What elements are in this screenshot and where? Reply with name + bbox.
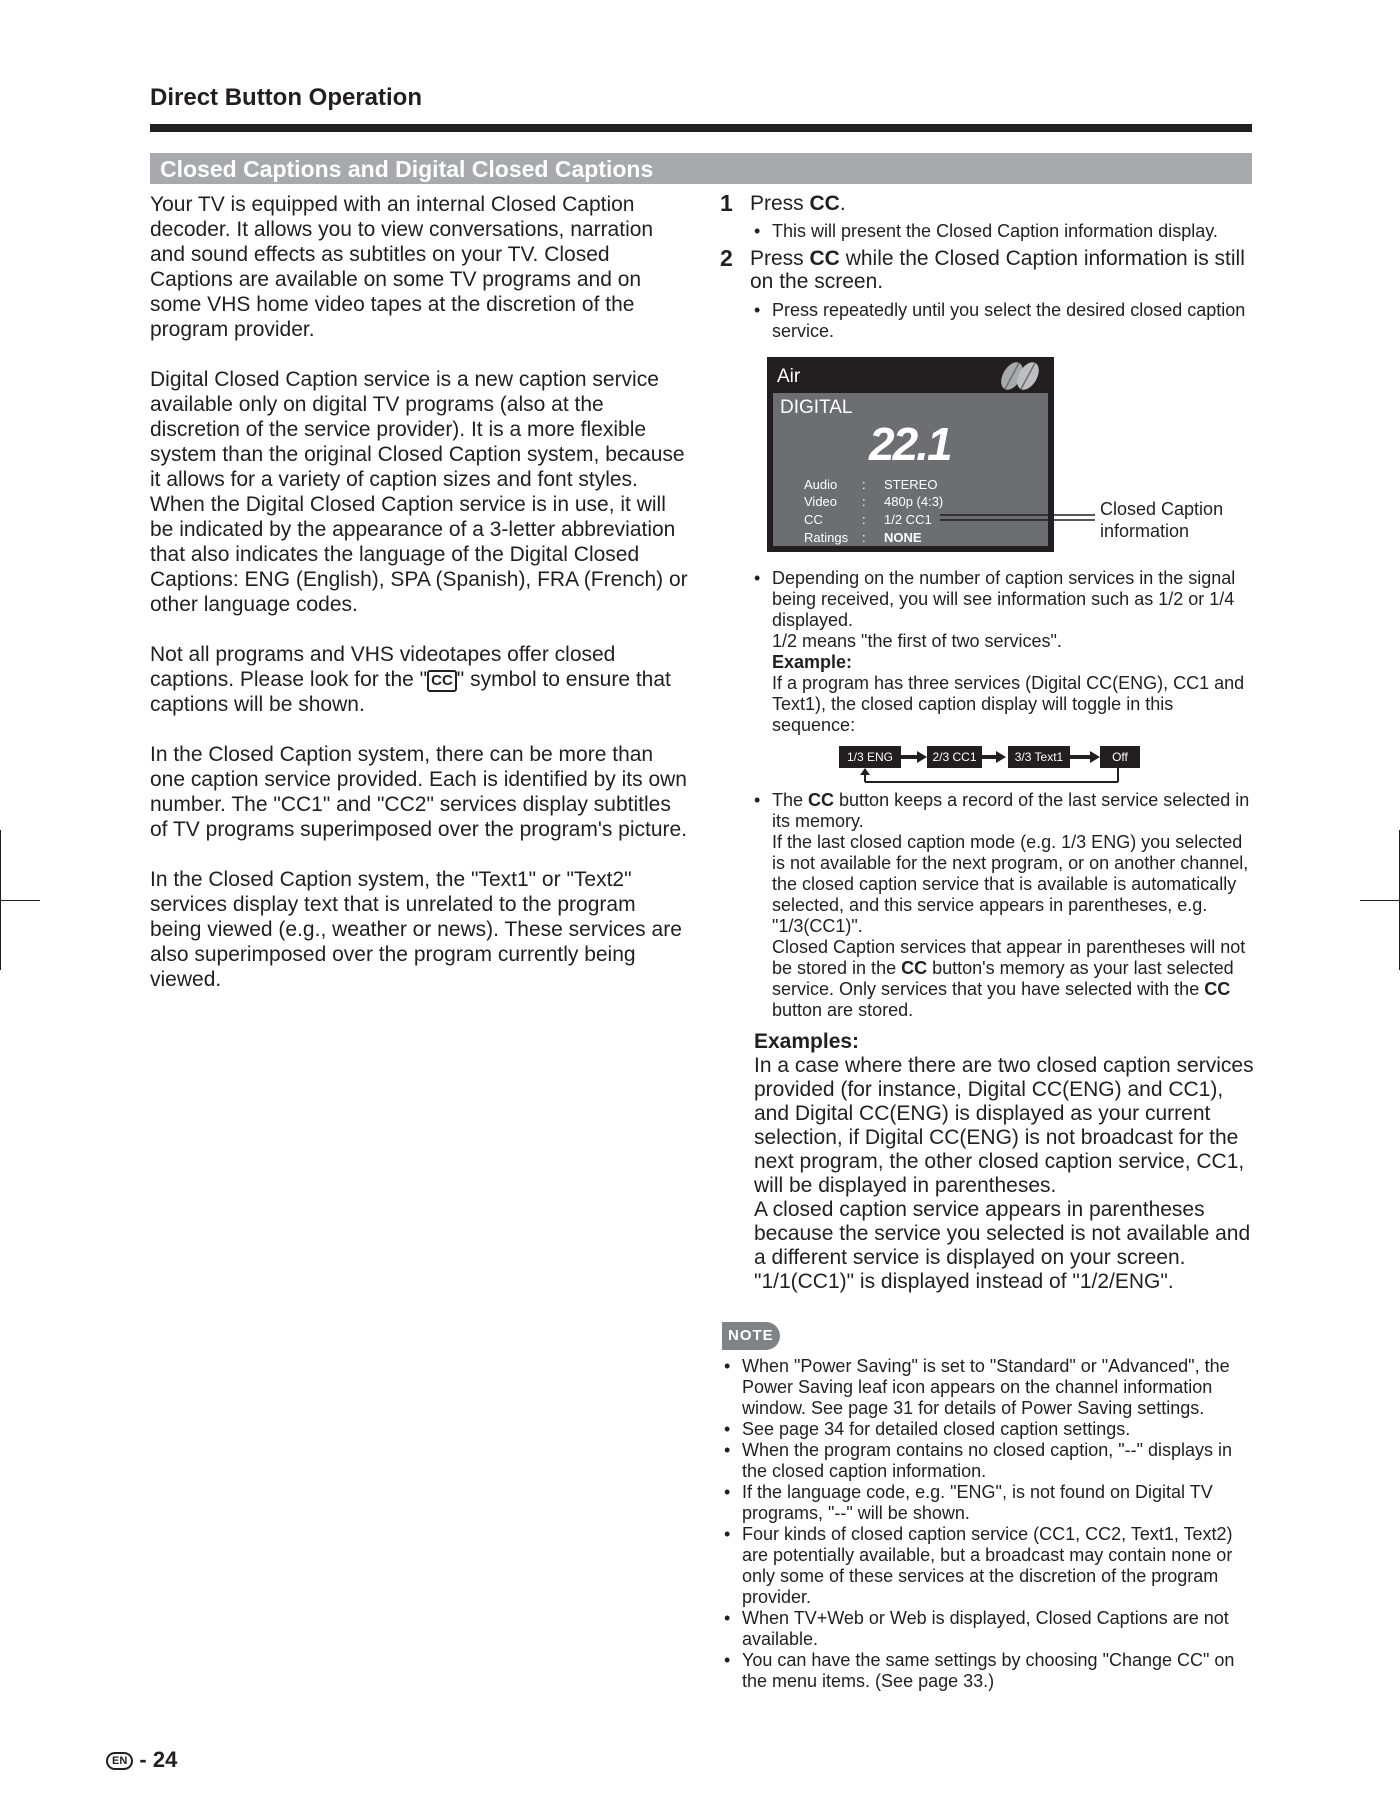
note-item: • You can have the same settings by choosing "Change CC" on the menu items. (See page 33.) <box>720 1650 1260 1692</box>
language-badge-icon: EN <box>106 1752 133 1770</box>
symbol-text-after: " symbol to ensure that captions will be shown. <box>150 668 671 716</box>
note-item: • If the language code, e.g. "ENG", is not found on Digital TV programs, "--" will be shown. <box>720 1482 1260 1524</box>
sequence-item-4: Off <box>1100 746 1140 768</box>
cc-button-label: CC <box>1204 979 1231 999</box>
info-label: Video <box>804 494 838 509</box>
sequence-arrow-icon <box>917 751 927 763</box>
section-title: Closed Captions and Digital Closed Captions <box>160 156 654 182</box>
paragraph-text-services: In the Closed Caption system, the "Text1" or "Text2" services display text that is unrelated to the program being viewed (e.g., weather or news). These services are also superimposed over the program currently being viewed. <box>150 868 682 991</box>
registration-mark-right <box>1360 900 1400 901</box>
registration-mark-left-v <box>0 830 1 970</box>
cc-memory-line3-c: button are stored. <box>772 1000 914 1020</box>
cc-button-label: CC <box>808 790 835 810</box>
meaning-text: 1/2 means "the first of two services". <box>772 631 1062 651</box>
info-label: CC <box>804 512 823 527</box>
sequence-item-1: 1/3 ENG <box>839 746 901 768</box>
steps <box>720 192 1260 342</box>
symbol-text-before: Not all programs and VHS videotapes offer closed captions. Please look for the " <box>150 643 616 691</box>
depending-bullet: • Depending on the number of caption services in the signal being received, you will see information such as 1/2 or 1/4 displayed. <box>720 568 1260 631</box>
cc-memory-explanation <box>720 790 1260 1021</box>
cc-memory-line1: button keeps a record of the last service selected in its memory. <box>772 790 1250 831</box>
sequence-arrow-icon <box>996 751 1006 763</box>
note-item: • See page 34 for detailed closed caption settings. <box>720 1419 1260 1440</box>
info-separator: : <box>862 530 866 545</box>
step-1-bullet: • This will present the Closed Caption information display. <box>720 221 1260 242</box>
sequence-arrow-shaft <box>1070 755 1092 759</box>
power-saving-leaf-icon <box>997 359 1045 393</box>
step-1 <box>720 192 1260 215</box>
step-number: 1 <box>720 190 733 216</box>
info-separator: : <box>862 494 866 509</box>
step-2-bullet: • Press repeatedly until you select the desired closed caption service. <box>720 300 1260 342</box>
paragraph-cc-services: In the Closed Caption system, there can be more than one caption service provided. Each is identified by its own number. The "CC1" and "CC2" services display subtitles of TV programs superimposed over the program's picture. <box>150 743 688 841</box>
channel-number: 22.1 <box>869 418 951 470</box>
cc-memory-prefix: The <box>772 790 809 810</box>
left-column <box>150 192 690 1017</box>
paragraph-digital-cc: Digital Closed Caption service is a new caption service available only on digital TV programs (also at the discretion of the service provider). It is a more flexible system than the original Closed Caption system, because it allows for a variety of caption sizes and font styles. When the Digital Closed Caption service is in use, it will be indicated by the appearance of a 3-letter abbreviation that also indicates the language of the Digital Closed Captions: ENG (English), SPA (Spanish), FRA (French) or other language codes. <box>150 368 688 616</box>
info-value: STEREO <box>884 477 938 492</box>
info-separator: : <box>862 477 866 492</box>
cc-memory-line2: If the last closed caption mode (e.g. 1/3 ENG) you selected is not available for the next program, or on another channel, the closed caption service that is available is automatically selected, and this service appears in parentheses, e.g. "1/3(CC1)". <box>772 832 1249 936</box>
note-item: • When TV+Web or Web is displayed, Closed Captions are not available. <box>720 1608 1260 1650</box>
step-text-suffix: . <box>839 192 846 215</box>
examples-heading: Examples: <box>754 1030 860 1053</box>
example-heading: Example: <box>772 652 853 672</box>
note-item: • When the program contains no closed caption, "--" displays in the closed caption information. <box>720 1440 1260 1482</box>
info-separator: : <box>862 512 866 527</box>
note-item: • Four kinds of closed caption service (CC1, CC2, Text1, Text2) are potentially available, but a broadcast may contain none or only some of these services at the discretion of the program provider. <box>720 1524 1260 1608</box>
sequence-item-2: 2/3 CC1 <box>927 746 982 768</box>
registration-mark-left <box>0 900 40 901</box>
info-value: 1/2 CC1 <box>884 512 932 527</box>
screen-source: Air <box>777 366 801 387</box>
page-header-title: Direct Button Operation <box>150 84 423 111</box>
cc-button-label: CC <box>809 247 840 270</box>
info-label: Ratings <box>804 530 849 545</box>
callout-leader-line <box>940 512 1100 526</box>
step-number: 2 <box>720 245 733 271</box>
step-text-prefix: Press <box>750 247 810 270</box>
section-title-bar <box>150 153 1252 184</box>
header-rule <box>150 124 1252 132</box>
examples-text-2: A closed caption service appears in parentheses because the service you selected is not available and a different service is displayed on your screen. "1/1(CC1)" is displayed instead of "1/2/ENG". <box>754 1198 1251 1293</box>
cc-button-label: CC <box>901 958 928 978</box>
cc-memory-bullet <box>720 790 1260 832</box>
caption-count-explanation <box>720 568 1260 736</box>
cc-symbol-icon: CC <box>427 670 457 692</box>
note-badge: NOTE <box>722 1322 780 1350</box>
sequence-item-3: 3/3 Text1 <box>1008 746 1070 768</box>
cc-button-label: CC <box>809 192 840 215</box>
info-label: Audio <box>804 477 838 492</box>
footer-separator: - <box>139 1747 147 1772</box>
example-text: If a program has three services (Digital CC(ENG), CC1 and Text1), the closed caption display will toggle in this sequence: <box>772 673 1245 735</box>
notes-list <box>720 1356 1260 1692</box>
sequence-arrow-icon <box>1090 751 1100 763</box>
cc-memory-line3-b: button's memory as your last selected service. Only services that you have selected with the <box>772 958 1234 999</box>
screen-mode: DIGITAL <box>780 397 853 418</box>
page-footer <box>106 1747 177 1773</box>
examples-block <box>754 1030 1254 1294</box>
step-text-prefix: Press <box>750 192 810 215</box>
paragraph-symbol <box>150 642 690 717</box>
page-number: 24 <box>152 1747 178 1772</box>
paragraph-intro: Your TV is equipped with an internal Closed Caption decoder. It allows you to view conversations, narration and sound effects as subtitles on your TV. Closed Captions are available on some TV programs and on some VHS home video tapes at the discretion of the program provider. <box>150 193 654 341</box>
sequence-return-arrow-icon <box>860 768 1125 786</box>
cc-memory-line3-a: Closed Caption services that appear in parentheses will not be stored in the <box>772 937 1246 978</box>
info-value: 480p (4:3) <box>884 494 944 509</box>
note-item: • When "Power Saving" is set to "Standard" or "Advanced", the Power Saving leaf icon appears on the channel information window. See page 31 for details of Power Saving settings. <box>720 1356 1260 1419</box>
closed-caption-info-callout: Closed Caption information <box>1100 499 1224 541</box>
step-2 <box>720 247 1260 293</box>
step-text-suffix: while the Closed Caption information is still on the screen. <box>750 247 1245 293</box>
examples-text-1: In a case where there are two closed caption services provided (for instance, Digital CC(ENG) and CC1), and Digital CC(ENG) is displayed as your current selection, if Digital CC(ENG) is not broadcast for the next program, the other closed caption service, CC1, will be displayed in parentheses. <box>754 1054 1254 1197</box>
cc-memory-line3 <box>720 937 1260 1021</box>
info-value: NONE <box>884 530 922 545</box>
